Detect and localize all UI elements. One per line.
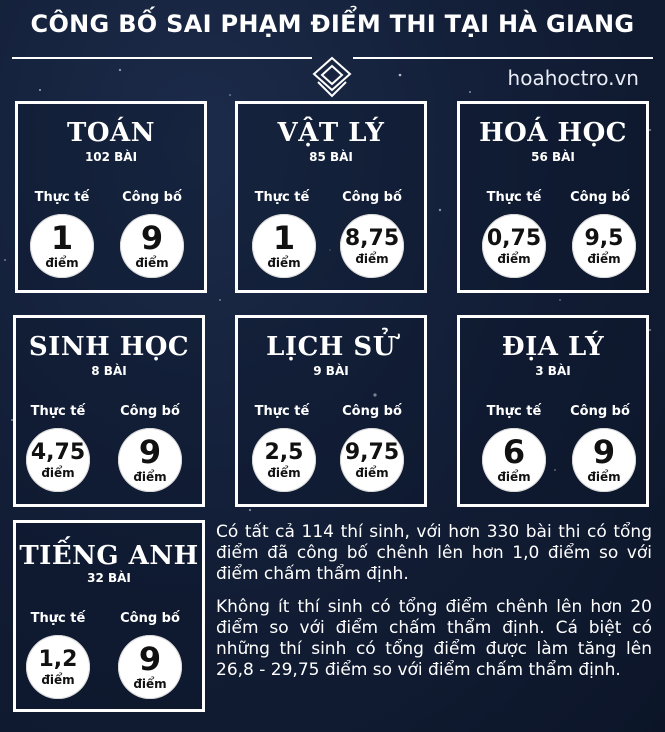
title-divider-right: [353, 57, 653, 59]
subject-name: SINH HỌC: [28, 332, 190, 362]
announced-score-badge: [120, 214, 184, 278]
score-unit: điểm: [497, 470, 531, 484]
subject-name: TIẾNG ANH: [19, 541, 199, 571]
title-divider-left: [12, 57, 312, 59]
announced-score-badge: [340, 428, 404, 492]
subject-name: LỊCH SỬ: [266, 332, 396, 362]
actual-score-badge: [252, 214, 316, 278]
subject-name: TOÁN: [67, 118, 155, 148]
diamond-ornament-icon: [310, 56, 354, 98]
actual-score-badge: [26, 428, 90, 492]
summary-paragraph-2: Không ít thí sinh có tổng điểm chênh lên hơn 20 điểm so với điểm chấm thẩm định. Cá biệt có những thí sinh có tổng điểm được làm tăng lên 26,8 - 29,75 điểm so với điểm chấm thẩm định.: [216, 597, 652, 680]
score-unit: điểm: [267, 256, 301, 270]
subject-card-vat-ly: [235, 101, 427, 293]
subject-card-toan: [15, 101, 207, 293]
actual-score-badge: [30, 214, 94, 278]
score-unit: điểm: [135, 256, 169, 270]
exam-count: 3 BÀI: [535, 364, 571, 378]
actual-label: Thực tế: [254, 404, 310, 419]
subject-card-tieng-anh: [13, 520, 205, 712]
actual-score: 6: [502, 433, 526, 471]
announced-score: 9: [140, 219, 164, 257]
subject-card-hoa-hoc: [457, 101, 649, 293]
exam-count: 9 BÀI: [313, 364, 349, 378]
announced-score-badge: [118, 428, 182, 492]
announced-label: Công bố: [120, 611, 180, 626]
summary-paragraph-1: Có tất cả 114 thí sinh, với hơn 330 bài thi có tổng điểm đã công bố chênh lên hơn 1,0 điểm so với điểm chấm thẩm định.: [216, 522, 652, 584]
actual-label: Thực tế: [30, 611, 86, 626]
announced-score: 8,75: [344, 226, 400, 251]
announced-label: Công bố: [570, 404, 630, 419]
actual-score: 1,2: [38, 647, 78, 672]
actual-label: Thực tế: [486, 404, 542, 419]
score-unit: điểm: [355, 466, 389, 480]
actual-score-badge: [252, 428, 316, 492]
announced-label: Công bố: [342, 190, 402, 205]
actual-score-badge: [26, 635, 90, 699]
exam-count: 8 BÀI: [91, 364, 127, 378]
exam-count: 56 BÀI: [531, 150, 575, 164]
announced-label: Công bố: [342, 404, 402, 419]
announced-label: Công bố: [570, 190, 630, 205]
announced-label: Công bố: [120, 404, 180, 419]
score-unit: điểm: [45, 256, 79, 270]
score-unit: điểm: [41, 466, 75, 480]
announced-score-badge: [340, 214, 404, 278]
subject-card-sinh-hoc: [13, 315, 205, 507]
actual-score: 2,5: [264, 440, 304, 465]
announced-score-badge: [118, 635, 182, 699]
actual-score: 1: [50, 219, 74, 257]
page-title: CÔNG BỐ SAI PHẠM ĐIỂM THI TẠI HÀ GIANG: [30, 10, 635, 38]
actual-score-badge: [482, 428, 546, 492]
score-unit: điểm: [497, 252, 531, 266]
actual-score-badge: [482, 214, 546, 278]
exam-count: 85 BÀI: [309, 150, 353, 164]
subject-name: VẬT LÝ: [277, 118, 385, 148]
exam-count: 32 BÀI: [87, 571, 131, 585]
score-unit: điểm: [133, 677, 167, 691]
announced-score: 9,75: [344, 440, 400, 465]
actual-label: Thực tế: [34, 190, 90, 205]
actual-label: Thực tế: [254, 190, 310, 205]
score-unit: điểm: [587, 470, 621, 484]
announced-score-badge: [572, 428, 636, 492]
announced-score: 9: [592, 433, 616, 471]
score-unit: điểm: [267, 466, 301, 480]
subject-name: ĐỊA LÝ: [501, 332, 605, 362]
announced-score: 9: [138, 640, 162, 678]
subject-card-lich-su: [235, 315, 427, 507]
subject-card-dia-ly: [457, 315, 649, 507]
actual-score: 0,75: [486, 226, 542, 251]
summary-text: [216, 522, 652, 681]
announced-score: 9,5: [584, 226, 624, 251]
subject-name: HOÁ HỌC: [479, 118, 627, 148]
actual-score: 1: [272, 219, 296, 257]
actual-label: Thực tế: [30, 404, 86, 419]
announced-score: 9: [138, 433, 162, 471]
score-unit: điểm: [41, 673, 75, 687]
site-watermark: hoahoctro.vn: [507, 66, 639, 90]
actual-label: Thực tế: [486, 190, 542, 205]
announced-label: Công bố: [122, 190, 182, 205]
score-unit: điểm: [355, 252, 389, 266]
score-unit: điểm: [587, 252, 621, 266]
announced-score-badge: [572, 214, 636, 278]
score-unit: điểm: [133, 470, 167, 484]
actual-score: 4,75: [30, 440, 86, 465]
exam-count: 102 BÀI: [84, 150, 138, 164]
